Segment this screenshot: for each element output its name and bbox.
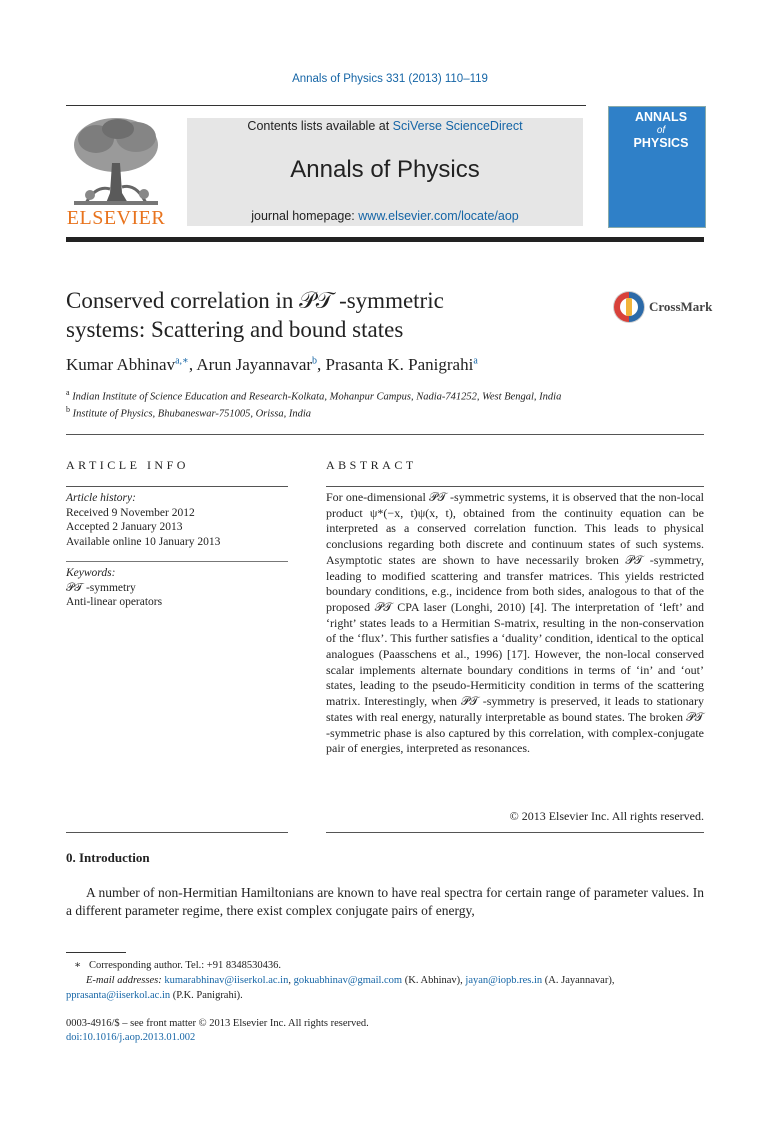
introduction-text: A number of non-Hermitian Hamiltonians are known to have real spectra for certain range of parameter values. In a different parameter regime, there exist complex conjugate pairs of energy, (66, 885, 704, 918)
homepage-prefix: journal homepage: (251, 209, 359, 223)
cover-title (626, 111, 696, 150)
header-thick-rule (66, 237, 704, 242)
author-list (66, 355, 478, 375)
article-history-heading: Article history: (66, 492, 136, 504)
abstract-copyright: © 2013 Elsevier Inc. All rights reserved. (509, 809, 704, 823)
doi-link[interactable]: doi:10.1016/j.aop.2013.01.002 (66, 1032, 196, 1043)
affiliation-text: Institute of Physics, Bhubaneswar-751005, Orissa, India (72, 408, 311, 420)
email-owner: (K. Abhinav), (402, 975, 466, 986)
keywords-heading: Keywords: (66, 567, 116, 579)
front-matter-line: 0003-4916/$ – see front matter © 2013 Elsevier Inc. All rights reserved. (66, 1018, 369, 1029)
cover-title-line2: of (656, 125, 666, 136)
author-name: Kumar Abhinav (66, 355, 176, 374)
email-owner: (A. Jayannavar), (542, 975, 615, 986)
contents-available-line (187, 119, 583, 133)
abstract-bottom-rule (326, 832, 704, 833)
homepage-link[interactable]: www.elsevier.com/locate/aop (358, 209, 519, 223)
article-info-rule (66, 486, 288, 487)
author-separator: , (317, 355, 326, 374)
author-affiliation-marks[interactable]: a,∗ (175, 355, 189, 367)
paper-title-line1: Conserved correlation in 𝒫𝒯 -symmetric (66, 288, 444, 313)
sciencedirect-link[interactable]: SciVerse ScienceDirect (392, 119, 523, 133)
abstract-heading: ABSTRACT (326, 458, 417, 472)
history-available-online: Available online 10 January 2013 (66, 535, 221, 548)
abstract-text: For one-dimensional 𝒫𝒯 -symmetric systems, it is observed that the non-local product ψ*(−x, t)ψ(x, t), obtained from the continuity equation can be interpreted as a conserved correlation function. This leads to physical conclusions regarding both discrete and continuum states of such systems. Asymptotic states are shown to have necessarily broken 𝒫𝒯 -symmetry, leading to modified scattering and transfer matrices. This yields restricted boundary conditions, e.g., incidence from both sides, analogous to that of the proposed 𝒫𝒯 CPA laser (Longhi, 2010) [4]. The interpretation of ‘left’ and ‘right’ states leads to a Hermitian S-matrix, resulting in the non-conservation of the ‘flux’. This further satisfies a ‘duality’ condition, identical to the optical analogues (Paasschens et al., 1996) [17]. However, the non-local conserved scalar implements alternate boundary conditions in terms of ‘in’ and ‘out’ states, leading to the pseudo-Hermiticity condition in terms of the scattering matrix. Interestingly, when 𝒫𝒯 -symmetry is preserved, it leads to stationary states with real energy, naturally interpretable as bound states. The broken 𝒫𝒯 -symmetric phase is also captured by this correlation, with complex-conjugate pair of energies, interpreted as resonances. (326, 490, 704, 756)
keyword-item: Anti-linear operators (66, 596, 163, 609)
elsevier-wordmark: ELSEVIER (66, 207, 166, 229)
history-received: Received 9 November 2012 (66, 506, 195, 519)
article-info-divider (66, 561, 288, 562)
keyword-item: 𝒫𝒯 -symmetry (66, 581, 136, 594)
paper-title-line2: systems: Scattering and bound states (66, 317, 404, 342)
cover-title-line3: PHYSICS (633, 136, 689, 150)
corresponding-text: Corresponding author. Tel.: +91 8348530436. (89, 960, 281, 971)
article-info-heading: ARTICLE INFO (66, 458, 189, 472)
header-top-rule (66, 105, 586, 106)
email-link[interactable]: gokuabhinav@gmail.com (293, 975, 403, 986)
author-name: Prasanta K. Panigrahi (325, 355, 474, 374)
introduction-heading: 0. Introduction (66, 850, 150, 865)
email-link[interactable]: pprasanta@iiserkol.ac.in (66, 990, 171, 1001)
footnote-rule (66, 952, 126, 953)
email-label: E-mail addresses: (86, 975, 165, 986)
article-info-bottom-rule (66, 832, 288, 833)
affiliation-text: Indian Institute of Science Education and Research-Kolkata, Mohanpur Campus, Nadia-741252, West Bengal, India (72, 391, 562, 403)
affiliation-mark: a (66, 388, 70, 397)
paper-title (66, 286, 586, 344)
email-separator: , (288, 975, 294, 986)
journal-homepage-line (187, 209, 583, 223)
affiliation-mark: b (66, 405, 70, 414)
author-affiliation-marks[interactable]: a (473, 355, 478, 367)
journal-reference-link[interactable]: Annals of Physics 331 (2013) 110–119 (292, 73, 488, 85)
history-accepted: Accepted 2 January 2013 (66, 521, 183, 534)
cover-title-line1: ANNALS (634, 110, 688, 124)
email-footnote (86, 973, 704, 988)
contents-prefix: Contents lists available at (247, 119, 393, 133)
crossmark-icon[interactable] (612, 290, 646, 324)
journal-title: Annals of Physics (290, 156, 480, 183)
corresponding-author-footnote (74, 958, 281, 973)
email-link[interactable]: jayan@iopb.res.in (465, 975, 543, 986)
author-affiliation-marks[interactable]: b (312, 355, 318, 367)
abstract-rule (326, 486, 704, 487)
author-name: Arun Jayannavar (196, 355, 313, 374)
affiliation-b (66, 405, 311, 420)
email-footnote-continued (66, 988, 243, 1003)
author-separator: , (188, 355, 197, 374)
crossmark-label[interactable]: CrossMark (649, 299, 713, 314)
email-owner: (P.K. Panigrahi). (170, 990, 243, 1001)
corresponding-mark: ∗ (74, 960, 82, 971)
section-rule (66, 434, 704, 435)
affiliation-a (66, 388, 561, 403)
email-link[interactable]: kumarabhinav@iiserkol.ac.in (164, 975, 289, 986)
